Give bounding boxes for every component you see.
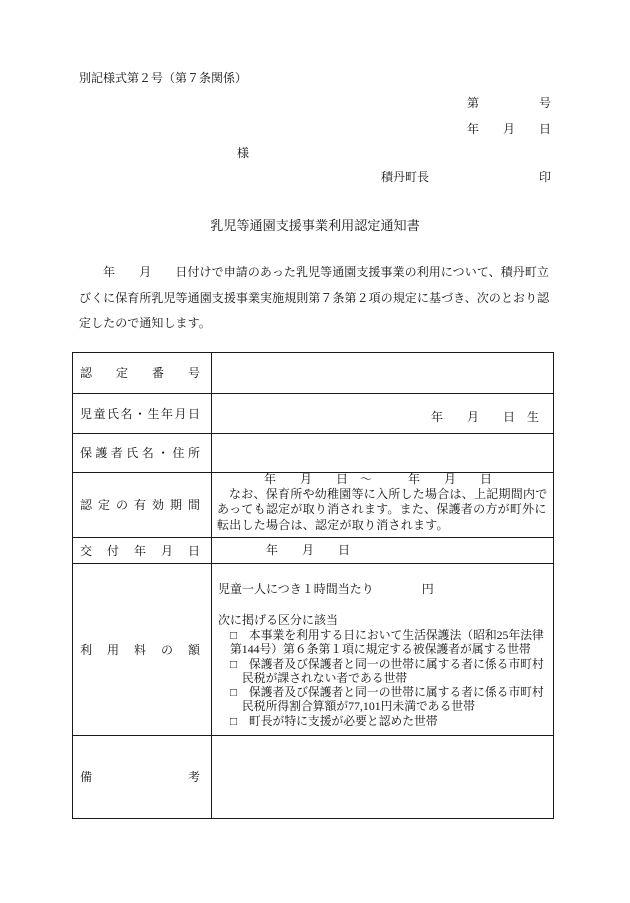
label-cell [73, 564, 212, 735]
fee-label: 利用料の額 [80, 642, 200, 657]
intro-line: びくに保育所乳児等通園支援事業実施規則第７条第２項の規定に基づき、次のとおり認 [79, 290, 550, 305]
fee-category-heading: 次に掲げる区分に該当 [218, 613, 339, 627]
form-reference-label: 別記様式第２号（第７条関係） [79, 71, 248, 85]
fee-option-income-limit-cont: 民税所得割合算額が77,101円未満である世帯 [242, 699, 475, 714]
issue-date-field [212, 538, 553, 563]
remarks-label: 備考 [80, 770, 200, 784]
document-number-suffix: 号 [539, 96, 552, 110]
validity-note-line: 転出した場合は、認定が取り消されます。 [217, 517, 449, 532]
row-fee [73, 564, 553, 736]
label-cell [73, 736, 212, 818]
validity-period-field [212, 473, 553, 537]
document-title: 乳児等通園支援事業利用認定通知書 [210, 218, 420, 233]
addressee-honorific: 様 [237, 146, 250, 160]
label-cell [73, 538, 212, 563]
validity-note-line: あっても認定が取り消されます。また、保護者の方が町外に [217, 502, 547, 517]
row-issue-date [73, 538, 553, 564]
label-cell [73, 353, 212, 393]
row-remarks [73, 736, 553, 818]
fee-field [212, 564, 553, 735]
fee-option-tax-exempt-cont: 民税が課されない者である世帯 [242, 670, 408, 685]
fee-option-income-limit: □ 保護者及び保護者と同一の世帯に属する者に係る市町村 [230, 685, 544, 700]
label-cell [73, 473, 212, 537]
intro-line: 年 月 日付けで申請のあった乳児等通園支援事業の利用について、積丹町立 [103, 265, 549, 279]
birth-date-template: 年 月 日 生 [430, 410, 539, 424]
validity-text [217, 472, 548, 533]
fee-text [218, 581, 544, 728]
issue-date-label: 交付年月日 [80, 543, 200, 558]
document-number-prefix: 第 [467, 96, 480, 110]
issue-date-template: 年 月 日 [266, 543, 351, 557]
row-validity-period [73, 473, 553, 538]
fee-option-tax-exempt: □ 保護者及び保護者と同一の世帯に属する者に係る市町村 [230, 656, 544, 671]
intro-line: 定したので通知します。 [79, 316, 211, 330]
validity-note-line: なお、保育所や幼稚園等に入所した場合は、上記期間内で [229, 487, 548, 502]
blank-line [218, 597, 544, 613]
guardian-name-address-label: 保護者氏名・住所 [80, 446, 200, 460]
child-field [212, 394, 553, 433]
fee-rate: 児童一人につき１時間当たり 円 [218, 582, 434, 596]
validity-period-range: 年 月 日 ～ 年 月 日 [264, 472, 493, 486]
seal-mark: 印 [539, 170, 552, 184]
child-name-birthdate-label: 児童氏名・生年月日 [80, 406, 200, 421]
certification-number-field [212, 353, 553, 393]
fee-option-welfare: □ 本事業を利用する日において生活保護法（昭和25年法律 [230, 628, 544, 642]
row-certification-number [73, 353, 553, 394]
row-guardian [73, 434, 553, 473]
fee-option-mayor-approved: □ 町長が特に支援が必要と認めた世帯 [230, 713, 438, 728]
certification-table [72, 352, 554, 819]
fee-option-welfare-cont: 第144号）第６条第１項に規定する被保護者が属する世帯 [230, 642, 531, 657]
label-cell [73, 434, 212, 472]
row-child [73, 394, 553, 434]
notice-date: 年 月 日 [466, 122, 551, 136]
label-cell [73, 394, 212, 433]
remarks-field [212, 736, 553, 818]
certification-number-label: 認定番号 [80, 366, 200, 380]
validity-period-label: 認定の有効期間 [80, 498, 200, 512]
issuer-name: 積丹町長 [381, 170, 430, 184]
intro-paragraph [79, 260, 551, 337]
guardian-field [212, 434, 553, 472]
